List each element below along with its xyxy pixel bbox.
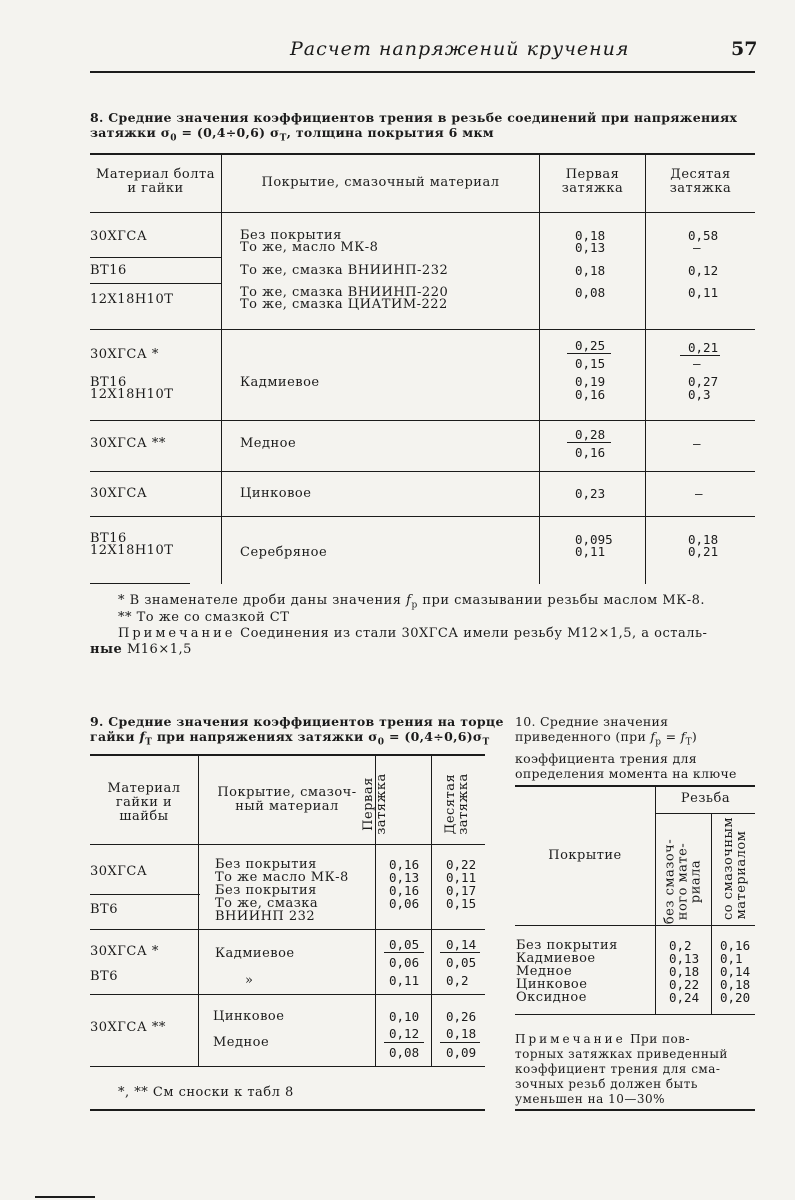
table8-first-fraction-den: 0,16 — [575, 445, 606, 460]
table8-first-fraction-den: 0,15 — [575, 356, 606, 371]
table10-value: 0,18 — [720, 977, 751, 992]
table9-header-material: Материал гайки и шайбы — [107, 781, 181, 824]
table10-value: 0,13 — [669, 951, 700, 966]
table9-footnote: *, ** См сноски к табл 8 — [118, 1085, 294, 1100]
fraction-bar — [567, 353, 611, 354]
table9-bottom-rule — [90, 1109, 485, 1111]
table8-row-coating: Цинковое — [240, 486, 312, 501]
table10-row-coating: Без покрытия — [516, 938, 618, 953]
table9-row-material: ВТ6 — [90, 969, 118, 984]
table10-caption: 10. Средние значения приведенного (при $f_p = f_T$) коэффициента трения для определения момента на ключе — [515, 714, 737, 781]
table8-tenth-fraction-num: 0,21 — [688, 340, 719, 355]
table8-footnote: ** То же со смазкой СТ — [118, 610, 290, 625]
table9-row-material: 30ХГСА — [90, 864, 148, 879]
fraction-bar — [384, 952, 424, 953]
table9-row-coating: Кадмиевое — [215, 946, 295, 961]
table10-value: 0,14 — [720, 964, 751, 979]
table8-tenth-value: — — [693, 436, 701, 451]
table8-row-coating: Медное — [240, 436, 297, 451]
table9-header-coating: Покрытие, смазоч- ный материал — [217, 785, 357, 814]
table8-first-value: 0,095 — [575, 532, 613, 547]
table8-first-value: 0,11 — [575, 544, 606, 559]
table8-tenth-value: 0,27 — [688, 374, 719, 389]
table8-row-coating: То же, смазка ВНИИНП-232 — [240, 263, 449, 278]
table8-first-value: 0,16 — [575, 387, 606, 402]
table8-first-fraction-num: 0,28 — [575, 427, 606, 442]
table8-header-first: Первая затяжка — [561, 167, 624, 196]
table9-first-fraction-num: 0,12 — [389, 1026, 420, 1041]
table10-bottom-rule — [515, 1109, 755, 1111]
fraction-bar — [440, 952, 480, 953]
table8-row-material: ВТ16 — [90, 375, 127, 390]
table10-header-thread: Резьба — [680, 791, 731, 806]
table9-first-value: 0,10 — [389, 1009, 420, 1024]
table9-first-fraction-num: 0,05 — [389, 937, 420, 952]
table10-value: 0,22 — [669, 977, 700, 992]
table9-tenth-value: 0,22 — [446, 857, 477, 872]
table8-row-material: 12Х18Н10Т — [90, 292, 174, 307]
table8-first-value: 0,18 — [575, 228, 606, 243]
table9-first-value: 0,16 — [389, 857, 420, 872]
table10-value: 0,20 — [720, 990, 751, 1005]
table8-row-coating: Кадмиевое — [240, 375, 320, 390]
table10-header-no-lubricant: без смазоч- ного мате- риала — [662, 838, 704, 925]
table8-row-coating: То же, смазка ВНИИНП-220 — [240, 285, 449, 300]
table9-tenth-value: 0,17 — [446, 883, 477, 898]
table9-row-material: 30ХГСА ** — [90, 1020, 166, 1035]
table8-tenth-value: – — [695, 486, 703, 501]
table8-row-coating: Без покрытия — [240, 228, 342, 243]
table8-footnote: * В знаменателе дроби даны значения $f_p$ при смазывании резьбы маслом МК-8. — [118, 593, 706, 611]
table9-first-value: 0,13 — [389, 870, 420, 885]
table8-row-material: 30ХГСА — [90, 486, 148, 501]
table10-value: 0,24 — [669, 990, 700, 1005]
page-edge-rule — [35, 1196, 95, 1198]
table9-row-coating: Без покрытия — [215, 883, 317, 898]
table8-row-coating: Серебряное — [240, 545, 328, 560]
table8-caption: 8. Средние значения коэффициентов трения в резьбе соединений при напряжениях затяжки $\sigma_0 = (0,4\div 0,6)$ $\sigma_T$, толщина покрытия 6 мкм — [90, 110, 738, 144]
table8-tenth-value: 0,58 — [688, 228, 719, 243]
table9-row-coating: Цинковое — [213, 1009, 285, 1024]
table8-row-coating: То же, смазка ЦИАТИМ-222 — [240, 297, 448, 312]
table9-tenth-fraction-den: 0,09 — [446, 1045, 477, 1060]
table9-first-fraction-den: 0,06 — [389, 955, 420, 970]
table8-row-material: ВТ16 — [90, 531, 127, 546]
table10-value: 0,16 — [720, 938, 751, 953]
table8-row-material: 30ХГСА — [90, 229, 148, 244]
header-rule — [90, 71, 755, 73]
table9-tenth-fraction-num: 0,14 — [446, 937, 477, 952]
table8-row-material: 12Х18Н10Т — [90, 543, 174, 558]
table10-row-coating: Кадмиевое — [516, 951, 596, 966]
table8-header-tenth: Десятая затяжка — [669, 167, 732, 196]
table9-header-tenth: Десятая затяжка — [443, 773, 471, 835]
fraction-bar — [567, 442, 611, 443]
page-number: 57 — [731, 38, 758, 60]
table10-value: 0,18 — [669, 964, 700, 979]
running-title: Расчет напряжений кручения — [290, 38, 630, 60]
table8-tenth-value: 0,3 — [688, 387, 711, 402]
table9-tenth-value: 0,2 — [446, 973, 469, 988]
table10-note: Примечание При пов- торных затяжках приведенный коэффициент трения для сма- зочных резьб должен быть уменьшен на 10—30% — [515, 1032, 728, 1106]
table10-row-coating: Оксидное — [516, 990, 587, 1005]
table10-value: 0,2 — [669, 938, 692, 953]
table8-first-value: 0,23 — [575, 486, 606, 501]
table9-row-material: 30ХГСА * — [90, 944, 159, 959]
table9-row-coating: » — [245, 973, 254, 988]
table8-tenth-fraction-den: — — [693, 356, 701, 371]
table9-first-fraction-den: 0,08 — [389, 1045, 420, 1060]
table10-row-coating: Медное — [516, 964, 573, 979]
table8-note: ные М16×1,5 — [90, 642, 192, 657]
table9-row-coating: ВНИИНП 232 — [215, 909, 316, 924]
table8-first-value: 0,08 — [575, 285, 606, 300]
table8-tenth-value: 0,11 — [688, 285, 719, 300]
table8-header-material: Материал болта и гайки — [96, 167, 215, 196]
fraction-bar — [440, 1042, 480, 1043]
table9-row-coating: То же, смазка — [215, 896, 319, 911]
table9-tenth-value: 0,11 — [446, 870, 477, 885]
table8-row-material: 12Х18Н10Т — [90, 387, 174, 402]
table9-row-coating: Медное — [213, 1035, 270, 1050]
table9-tenth-value: 0,26 — [446, 1009, 477, 1024]
table8-tenth-value: 0,18 — [688, 532, 719, 547]
table8-row-material: 30ХГСА * — [90, 347, 159, 362]
footnote-rule — [90, 583, 190, 584]
table9-first-value: 0,11 — [389, 973, 420, 988]
table8-tenth-value: 0,12 — [688, 263, 719, 278]
table9-row-coating: Без покрытия — [215, 857, 317, 872]
table10-value: 0,1 — [720, 951, 743, 966]
table9-first-value: 0,06 — [389, 896, 420, 911]
table10-header-with-lubricant: со смазочным материалом — [721, 816, 749, 920]
table9-caption: 9. Средние значения коэффициентов трения на торце гайки $f_T$ при напряжениях затяжки $\sigma_0 = (0,4\div 0,6)\sigma_T$ — [90, 714, 504, 748]
table9-tenth-fraction-den: 0,05 — [446, 955, 477, 970]
table9-first-value: 0,16 — [389, 883, 420, 898]
table8-first-value: 0,19 — [575, 374, 606, 389]
table8-row-material: 30ХГСА ** — [90, 436, 166, 451]
table8-first-value: 0,13 — [575, 240, 606, 255]
table9-row-coating: То же масло МК-8 — [215, 870, 349, 885]
table10-header-coating: Покрытие — [548, 848, 622, 863]
table8-tenth-value: 0,21 — [688, 544, 719, 559]
table8-first-value: 0,18 — [575, 263, 606, 278]
table8-row-coating: То же, масло МК-8 — [240, 240, 379, 255]
table8-header-coating: Покрытие, смазочный материал — [261, 175, 500, 190]
table9-tenth-value: 0,15 — [446, 896, 477, 911]
table8-first-fraction-num: 0,25 — [575, 338, 606, 353]
table8-tenth-value: — — [693, 240, 701, 255]
table8-row-material: ВТ16 — [90, 263, 127, 278]
table9-tenth-fraction-num: 0,18 — [446, 1026, 477, 1041]
fraction-bar — [384, 1042, 424, 1043]
table9-header-first: Первая затяжка — [361, 773, 389, 835]
table9-row-material: ВТ6 — [90, 902, 118, 917]
table10-row-coating: Цинковое — [516, 977, 588, 992]
table8-note: Примечание Соединения из стали 30ХГСА имели резьбу М12×1,5, а осталь- — [118, 626, 708, 641]
